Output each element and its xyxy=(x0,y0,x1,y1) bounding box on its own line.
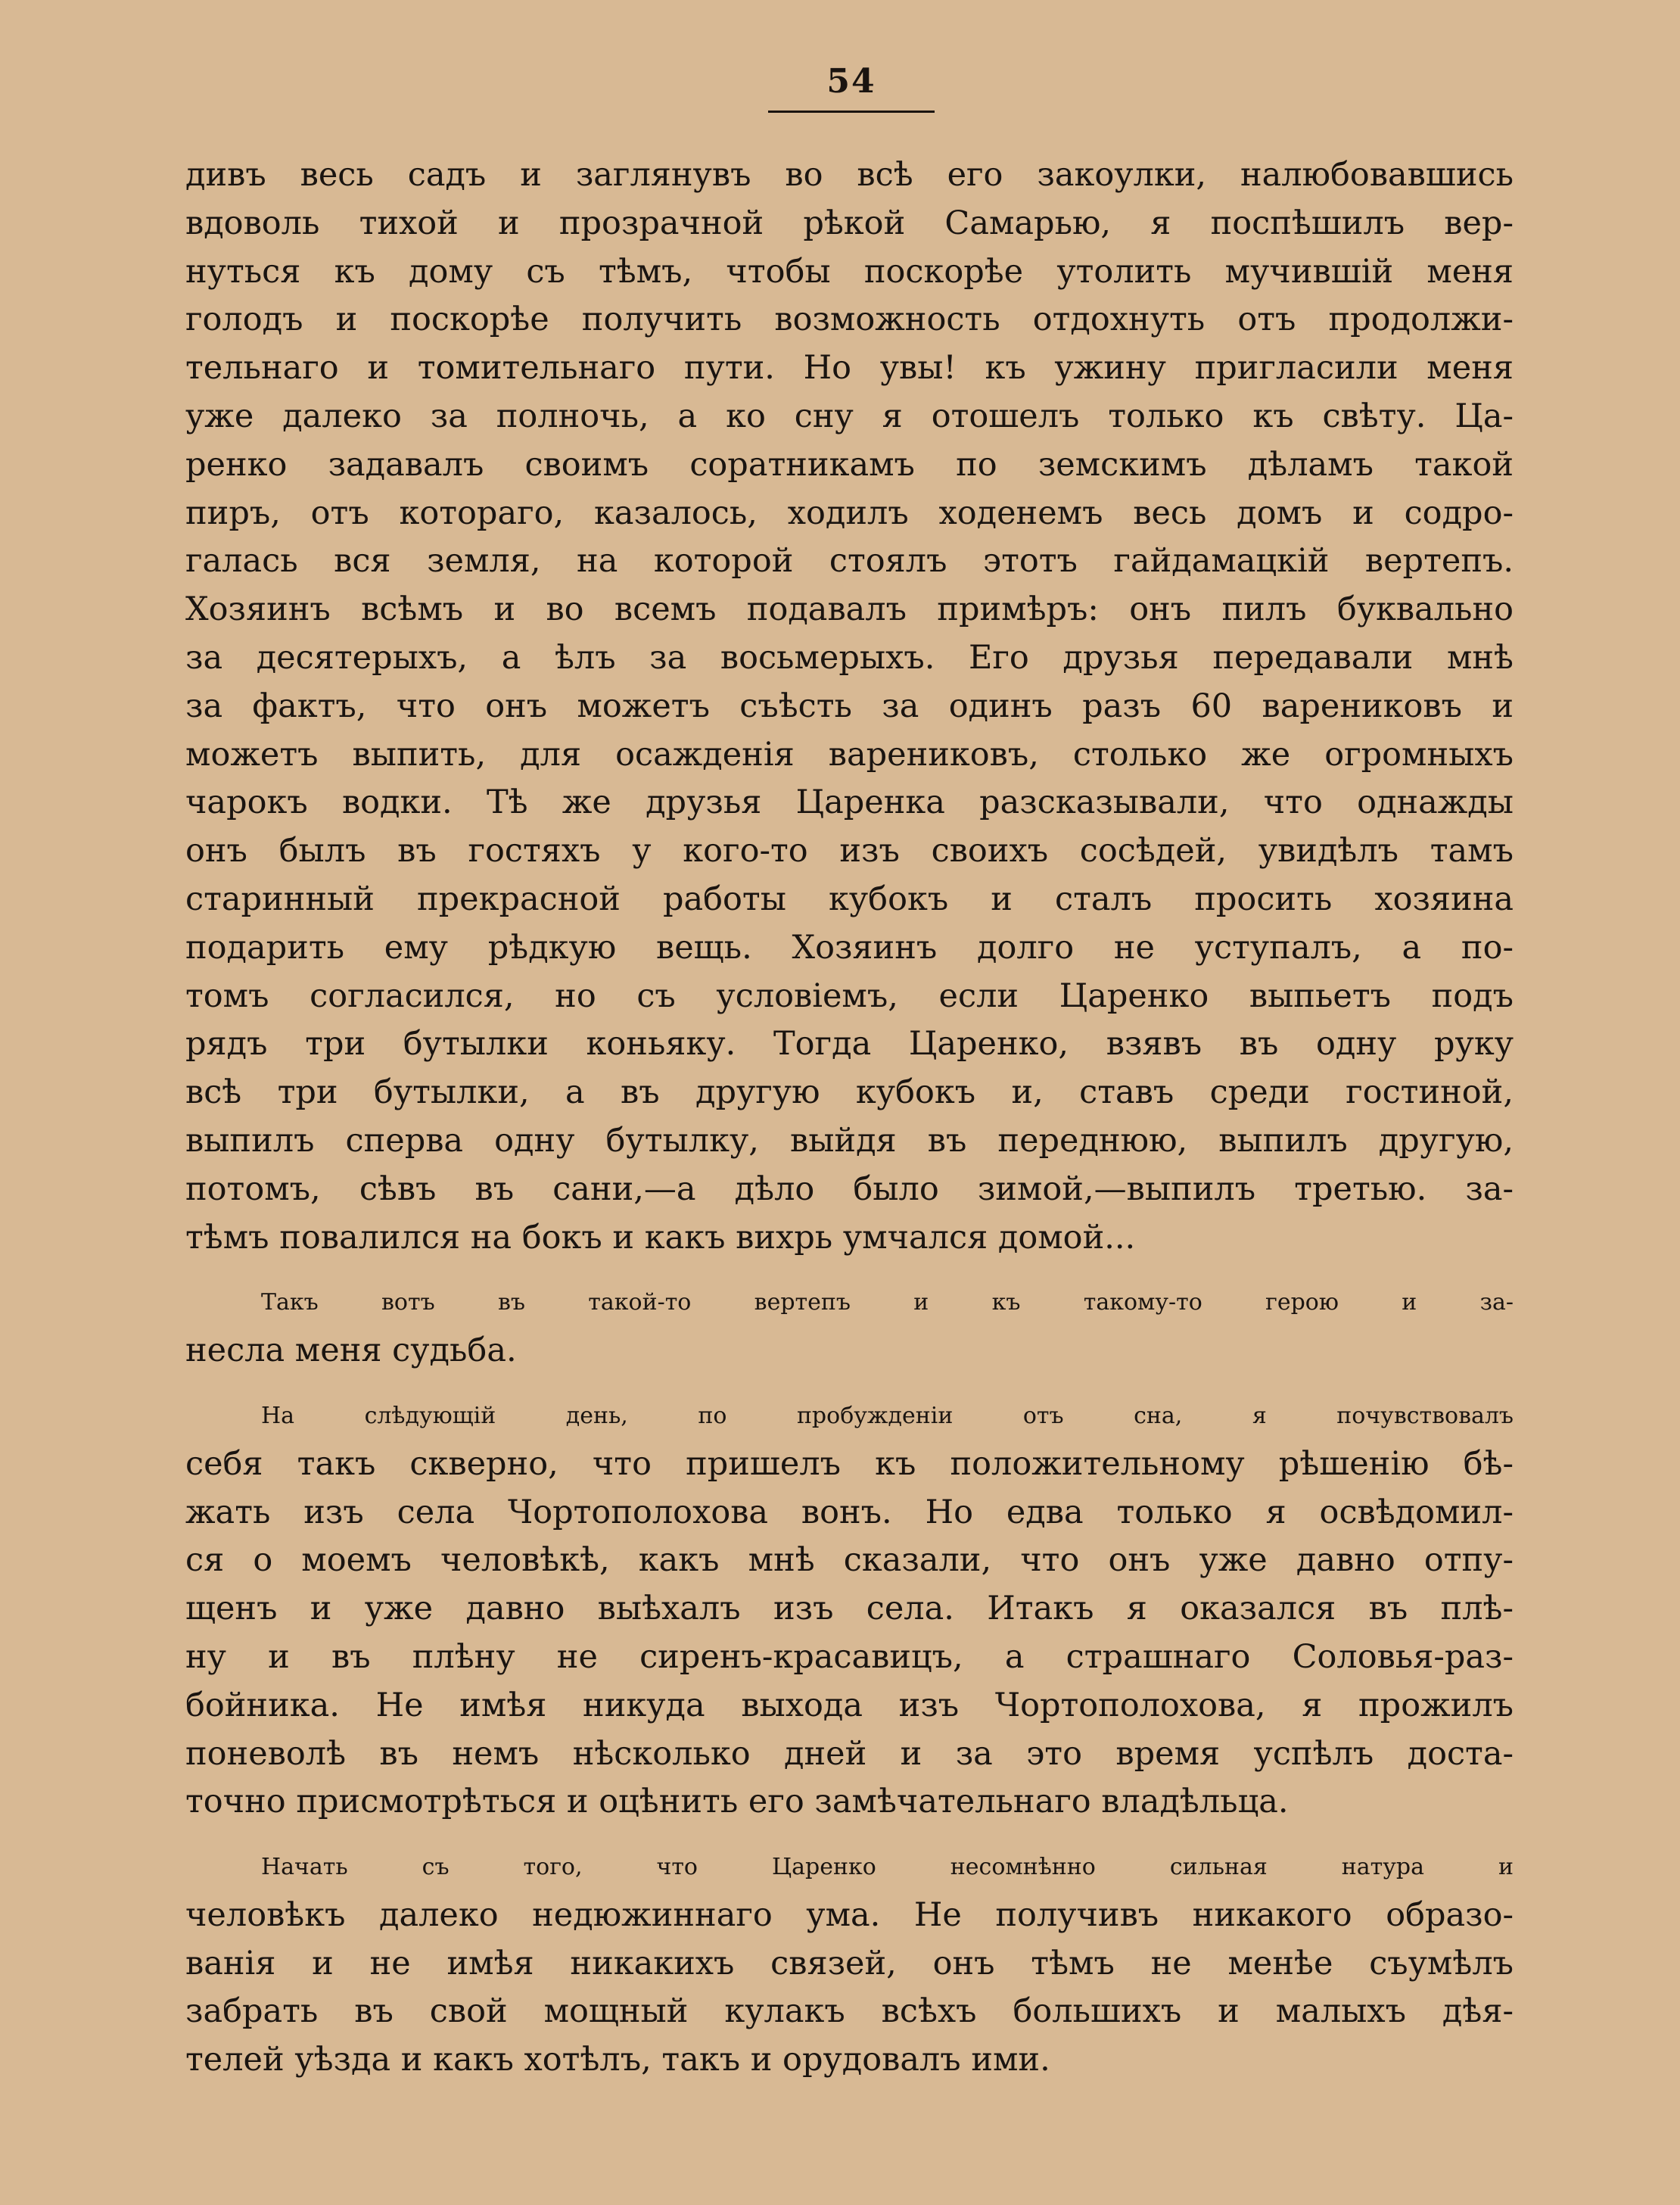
paragraph xyxy=(185,1278,1514,1375)
text-line: щенъ и уже давно выѣхалъ изъ села. Итакъ я оказался въ плѣ- xyxy=(185,1590,1514,1628)
text-line: поневолѣ въ немъ нѣсколько дней и за это время успѣлъ доста- xyxy=(185,1734,1514,1773)
page-number-rule xyxy=(768,111,935,113)
text-line: ну и въ плѣну не сиренъ-красавицъ, а страшнаго Соловья-раз- xyxy=(185,1637,1514,1676)
text-line: дивъ весь садъ и заглянувъ во всѣ его закоулки, налюбовавшись xyxy=(185,156,1514,194)
text-line: ванія и не имѣя никакихъ связей, онъ тѣмъ не менѣе съумѣлъ xyxy=(185,1944,1514,1982)
text-line: рядъ три бутылки коньяку. Тогда Царенко, взявъ въ одну руку xyxy=(185,1025,1514,1064)
text-line: голодъ и поскорѣе получить возможность отдохнуть отъ продолжи- xyxy=(185,301,1514,339)
text-line: вдоволь тихой и прозрачной рѣкой Самарью, я поспѣшилъ вер- xyxy=(185,204,1514,242)
text-line: себя такъ скверно, что пришелъ къ положительному рѣшенію бѣ- xyxy=(185,1444,1514,1483)
text-line: ся о моемъ человѣкѣ, какъ мнѣ сказали, что онъ уже давно отпу- xyxy=(185,1541,1514,1580)
text-line: потомъ, сѣвъ въ сани,—а дѣло было зимой,—выпилъ третью. за- xyxy=(185,1169,1514,1208)
text-body xyxy=(185,151,1514,2085)
text-line: ренко задавалъ своимъ соратникамъ по земскимъ дѣламъ такой xyxy=(185,445,1514,484)
text-line: подарить ему рѣдкую вещь. Хозяинъ долго не уступалъ, а по- xyxy=(185,928,1514,967)
text-line: несла меня судьба. xyxy=(185,1331,517,1370)
text-line: уже далеко за полночь, а ко сну я отошелъ только къ свѣту. Ца- xyxy=(185,397,1514,435)
text-line: человѣкъ далеко недюжиннаго ума. Не получивъ никакого образо- xyxy=(185,1895,1514,1934)
text-line: можетъ выпить, для осажденія варениковъ, столько же огромныхъ xyxy=(185,735,1514,774)
paragraph xyxy=(185,1392,1514,1827)
page-number: 54 xyxy=(826,62,876,101)
text-line: пиръ, отъ котораго, казалось, ходилъ ходенемъ весь домъ и содро- xyxy=(185,494,1514,532)
text-line: точно присмотрѣться и оцѣнить его замѣчательнаго владѣльца. xyxy=(185,1783,1289,1821)
text-line: старинный прекрасной работы кубокъ и сталъ просить хозяина xyxy=(185,880,1514,918)
text-line: за фактъ, что онъ можетъ съѣсть за одинъ разъ 60 варениковъ и xyxy=(185,687,1514,725)
text-line: нуться къ дому съ тѣмъ, чтобы поскорѣе утолить мучившій меня xyxy=(185,252,1514,291)
text-line: тѣмъ повалился на бокъ и какъ вихрь умчался домой... xyxy=(185,1218,1136,1257)
text-line: всѣ три бутылки, а въ другую кубокъ и, ставъ среди гостиной, xyxy=(185,1073,1514,1112)
text-line: томъ согласился, но съ условіемъ, если Царенко выпьетъ подъ xyxy=(185,976,1514,1015)
paragraph xyxy=(185,1843,1514,2085)
text-line: На слѣдующій день, по пробужденіи отъ сна, я почувствовалъ xyxy=(261,1402,1514,1429)
text-line: забрать въ свой мощный кулакъ всѣхъ большихъ и малыхъ дѣя- xyxy=(185,1992,1514,2031)
text-line: Начать съ того, что Царенко несомнѣнно сильная натура и xyxy=(261,1854,1514,1881)
text-line: за десятерыхъ, а ѣлъ за восьмерыхъ. Его друзья передавали мнѣ xyxy=(185,638,1514,677)
text-line: выпилъ сперва одну бутылку, выйдя въ переднюю, выпилъ другую, xyxy=(185,1121,1514,1160)
text-line: телей уѣзда и какъ хотѣлъ, такъ и орудовалъ ими. xyxy=(185,2041,1050,2079)
text-line: Такъ вотъ въ такой-то вертепъ и къ такому-то герою и за- xyxy=(261,1289,1514,1316)
text-line: Хозяинъ всѣмъ и во всемъ подавалъ примѣръ: онъ пилъ буквально xyxy=(185,590,1514,629)
text-line: галась вся земля, на которой стоялъ этотъ гайдамацкій вертепъ. xyxy=(185,542,1514,581)
text-line: тельнаго и томительнаго пути. Но увы! къ ужину пригласили меня xyxy=(185,349,1514,388)
text-line: чарокъ водки. Тѣ же друзья Царенка разсказывали, что однажды xyxy=(185,783,1514,822)
text-line: жать изъ села Чортополохова вонъ. Но едва только я освѣдомил- xyxy=(185,1493,1514,1531)
text-line: бойника. Не имѣя никуда выхода изъ Чортополохова, я прожилъ xyxy=(185,1686,1514,1724)
text-line: онъ былъ въ гостяхъ у кого-то изъ своихъ сосѣдей, увидѣлъ тамъ xyxy=(185,832,1514,870)
paragraph xyxy=(185,151,1514,1262)
